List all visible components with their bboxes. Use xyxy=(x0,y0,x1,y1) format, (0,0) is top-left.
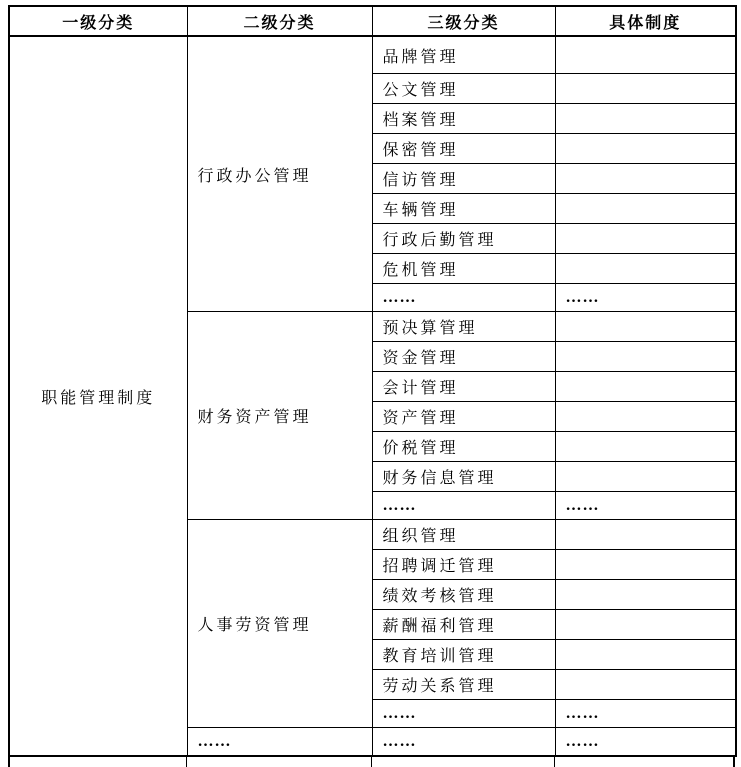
level3-ellipsis-cell: …… xyxy=(372,700,555,728)
level3-cell: 绩效考核管理 xyxy=(372,580,555,610)
table-row xyxy=(9,36,736,74)
detail-cell xyxy=(555,224,736,254)
detail-cell xyxy=(555,580,736,610)
next-row-cell xyxy=(10,757,187,767)
level2-ellipsis-cell: …… xyxy=(187,728,372,757)
level2-cell-finance: 财务资产管理 xyxy=(187,312,372,520)
detail-cell xyxy=(555,640,736,670)
level3-cell: 财务信息管理 xyxy=(372,462,555,492)
detail-cell xyxy=(555,254,736,284)
header-cell-level1: 一级分类 xyxy=(9,6,187,36)
level3-cell: 公文管理 xyxy=(372,74,555,104)
detail-cell xyxy=(555,610,736,640)
detail-cell xyxy=(555,164,736,194)
level3-cell: 会计管理 xyxy=(372,372,555,402)
next-row-partial xyxy=(8,757,735,767)
level2-cell-hr: 人事劳资管理 xyxy=(187,520,372,728)
level3-ellipsis-cell: …… xyxy=(372,492,555,520)
level3-cell: 车辆管理 xyxy=(372,194,555,224)
level1-cell: 职能管理制度 xyxy=(9,36,187,756)
detail-cell xyxy=(555,342,736,372)
detail-cell xyxy=(555,432,736,462)
detail-ellipsis-cell: …… xyxy=(555,284,736,312)
detail-cell xyxy=(555,520,736,550)
detail-ellipsis-cell: …… xyxy=(555,492,736,520)
header-cell-level3: 三级分类 xyxy=(372,6,555,36)
detail-cell xyxy=(555,372,736,402)
detail-cell xyxy=(555,194,736,224)
level3-ellipsis-cell: …… xyxy=(372,728,555,757)
header-row xyxy=(9,6,736,36)
detail-ellipsis-cell: …… xyxy=(555,700,736,728)
classification-table xyxy=(8,5,737,757)
document-page xyxy=(0,5,741,750)
next-row-cell xyxy=(187,757,372,767)
level3-ellipsis-cell: …… xyxy=(372,284,555,312)
level3-cell: 教育培训管理 xyxy=(372,640,555,670)
level3-cell: 品牌管理 xyxy=(372,36,555,74)
level3-cell: 资产管理 xyxy=(372,402,555,432)
header-cell-detail: 具体制度 xyxy=(555,6,736,36)
level3-cell: 价税管理 xyxy=(372,432,555,462)
detail-cell xyxy=(555,670,736,700)
detail-cell xyxy=(555,36,736,74)
level3-cell: 预决算管理 xyxy=(372,312,555,342)
level3-cell: 行政后勤管理 xyxy=(372,224,555,254)
next-row-cell xyxy=(372,757,555,767)
level3-cell: 劳动关系管理 xyxy=(372,670,555,700)
detail-ellipsis-cell: …… xyxy=(555,728,736,757)
detail-cell xyxy=(555,312,736,342)
level3-cell: 危机管理 xyxy=(372,254,555,284)
level2-cell-admin: 行政办公管理 xyxy=(187,36,372,312)
detail-cell xyxy=(555,402,736,432)
detail-cell xyxy=(555,74,736,104)
detail-cell xyxy=(555,104,736,134)
level3-cell: 招聘调迁管理 xyxy=(372,550,555,580)
level3-cell: 资金管理 xyxy=(372,342,555,372)
level3-cell: 保密管理 xyxy=(372,134,555,164)
detail-cell xyxy=(555,462,736,492)
detail-cell xyxy=(555,134,736,164)
next-row-cell xyxy=(555,757,733,767)
detail-cell xyxy=(555,550,736,580)
level3-cell: 信访管理 xyxy=(372,164,555,194)
header-cell-level2: 二级分类 xyxy=(187,6,372,36)
level3-cell: 档案管理 xyxy=(372,104,555,134)
level3-cell: 薪酬福利管理 xyxy=(372,610,555,640)
level3-cell: 组织管理 xyxy=(372,520,555,550)
